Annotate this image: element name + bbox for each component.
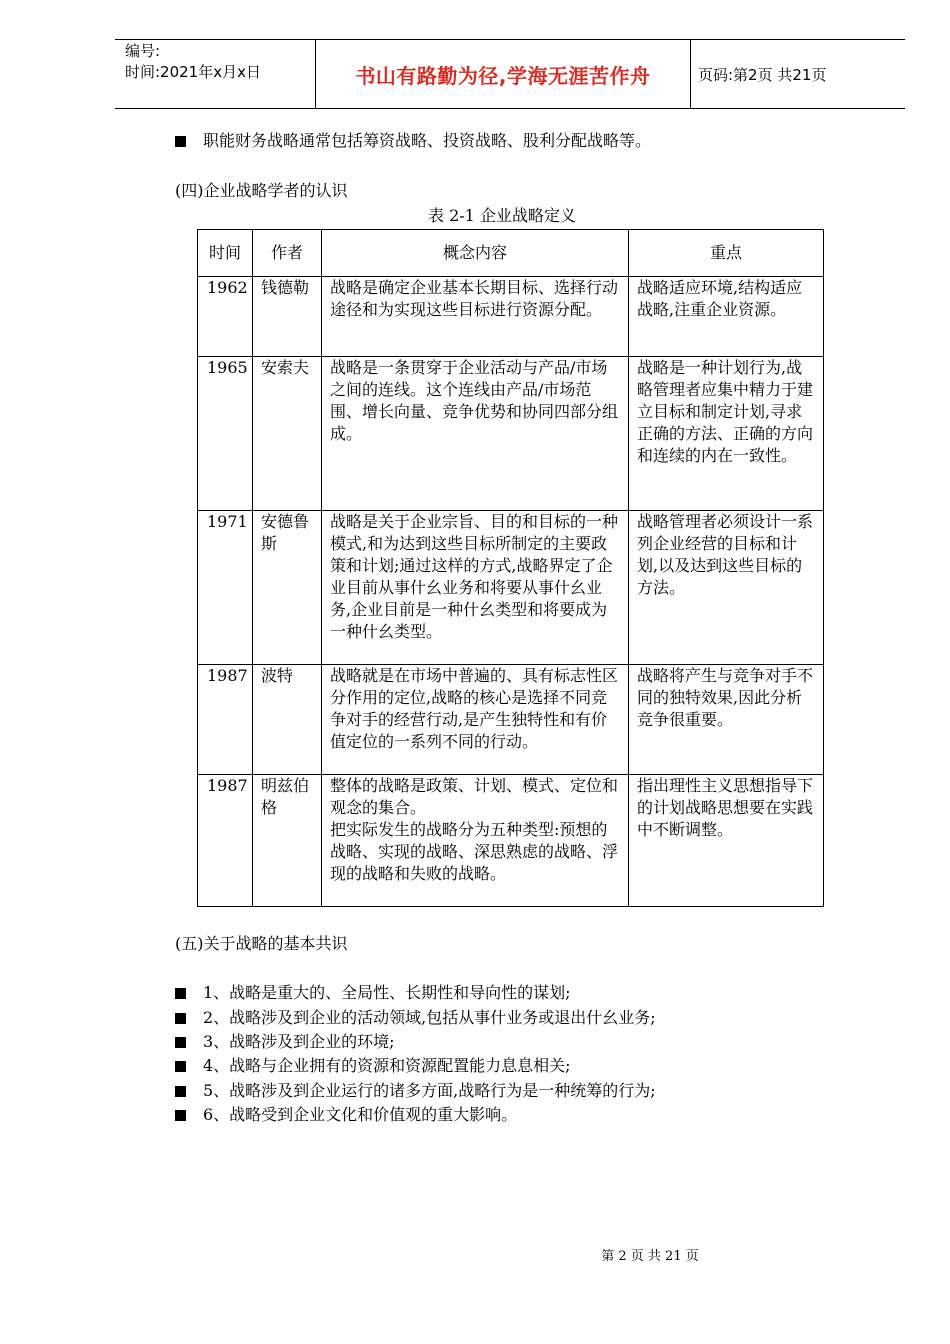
- cell-content: 战略是一条贯穿于企业活动与产品/市场之间的连线。这个连线由产品/市场范围、增长向量、竞争优势和协同四部分组成。: [322, 357, 629, 511]
- cell-year: 1962: [198, 277, 253, 357]
- header-author: 作者: [253, 230, 322, 277]
- list-item: [175, 982, 571, 1004]
- bullet-square-icon: [175, 1086, 186, 1097]
- bullet-square-icon: [175, 136, 186, 147]
- section5-title: (五)关于战略的基本共识: [175, 934, 348, 953]
- cell-content: 战略是确定企业基本长期目标、选择行动途径和为实现这些目标进行资源分配。: [322, 277, 629, 357]
- list-item: [175, 1007, 656, 1029]
- list-item-text: 1、战略是重大的、全局性、长期性和导向性的谋划;: [203, 983, 571, 1002]
- list-item: [175, 1104, 517, 1126]
- code-label: 编号:: [125, 42, 161, 60]
- table-row: [198, 511, 824, 665]
- list-item: [175, 1055, 571, 1077]
- cell-focus: 指出理性主义思想指导下的计划战略思想要在实践中不断调整。: [629, 775, 824, 907]
- intro-bullet-text: 职能财务战略通常包括筹资战略、投资战略、股利分配战略等。: [203, 131, 652, 150]
- cell-author: 钱德勒: [253, 277, 322, 357]
- cell-author: 波特: [253, 665, 322, 775]
- cell-author: 安索夫: [253, 357, 322, 511]
- page-footer: 第 2 页 共 21 页: [601, 1249, 699, 1264]
- list-item: [175, 1031, 395, 1053]
- table-row: [198, 277, 824, 357]
- table-caption: 表 2-1 企业战略定义: [428, 206, 576, 225]
- time-label: 时间:2021年x月x日: [125, 63, 261, 81]
- cell-focus: 战略适应环境,结构适应战略,注重企业资源。: [629, 277, 824, 357]
- bullet-square-icon: [175, 1110, 186, 1121]
- strategy-definition-table: [197, 229, 824, 907]
- cell-year: 1965: [198, 357, 253, 511]
- cell-year: 1971: [198, 511, 253, 665]
- cell-focus: 战略将产生与竞争对手不同的独特效果,因此分析竞争很重要。: [629, 665, 824, 775]
- cell-year: 1987: [198, 665, 253, 775]
- cell-author: 明兹伯格: [253, 775, 322, 907]
- section4-title: (四)企业战略学者的认识: [175, 181, 348, 200]
- list-item-text: 3、战略涉及到企业的环境;: [203, 1032, 395, 1051]
- header-page-info: 页码:第2页 共21页: [698, 65, 827, 84]
- cell-content: [322, 775, 629, 907]
- list-item-text: 5、战略涉及到企业运行的诸多方面,战略行为是一种统筹的行为;: [203, 1081, 656, 1100]
- bullet-square-icon: [175, 1013, 186, 1024]
- table-row: [198, 775, 824, 907]
- list-item-text: 4、战略与企业拥有的资源和资源配置能力息息相关;: [203, 1056, 571, 1075]
- bullet-square-icon: [175, 1061, 186, 1072]
- list-item-text: 2、战略涉及到企业的活动领域,包括从事什业务或退出什幺业务;: [203, 1008, 656, 1027]
- cell-focus: 战略是一种计划行为,战略管理者应集中精力于建立目标和制定计划,寻求正确的方法、正确的方向和连续的内在一致性。: [629, 357, 824, 511]
- table-row: [198, 357, 824, 511]
- cell-focus: 战略管理者必须设计一系列企业经营的目标和计划,以及达到这些目标的方法。: [629, 511, 824, 665]
- bullet-square-icon: [175, 1037, 186, 1048]
- header-meta: [115, 40, 315, 108]
- cell-author: 安德鲁斯: [253, 511, 322, 665]
- list-item: [175, 1080, 656, 1102]
- table-row: [198, 665, 824, 775]
- intro-bullet: [175, 130, 651, 152]
- header-focus: 重点: [629, 230, 824, 277]
- cell-content: 战略就是在市场中普遍的、具有标志性区分作用的定位,战略的核心是选择不同竞争对手的经营行动,是产生独特性和有价值定位的一系列不同的行动。: [322, 665, 629, 775]
- header-time: 时间: [198, 230, 253, 277]
- header-motto: 书山有路勤为径,学海无涯苦作舟: [315, 40, 691, 108]
- table-header-row: [198, 230, 824, 277]
- cell-content-part1: 整体的战略是政策、计划、模式、定位和观念的集合。: [330, 776, 619, 817]
- cell-year: 1987: [198, 775, 253, 907]
- list-item-text: 6、战略受到企业文化和价值观的重大影响。: [203, 1105, 518, 1124]
- cell-content-part2: 把实际发生的战略分为五种类型:预想的战略、实现的战略、深思熟虑的战略、浮现的战略和失败的战略。: [330, 820, 619, 883]
- bullet-square-icon: [175, 988, 186, 999]
- header-content: 概念内容: [322, 230, 629, 277]
- cell-content: 战略是关于企业宗旨、目的和目标的一种模式,和为达到这些目标所制定的主要政策和计划;通过这样的方式,战略界定了企业目前从事什幺业务和将要从事什幺业务,企业目前是一种什幺类型和将要成为一种什幺类型。: [322, 511, 629, 665]
- page-header: [115, 39, 905, 109]
